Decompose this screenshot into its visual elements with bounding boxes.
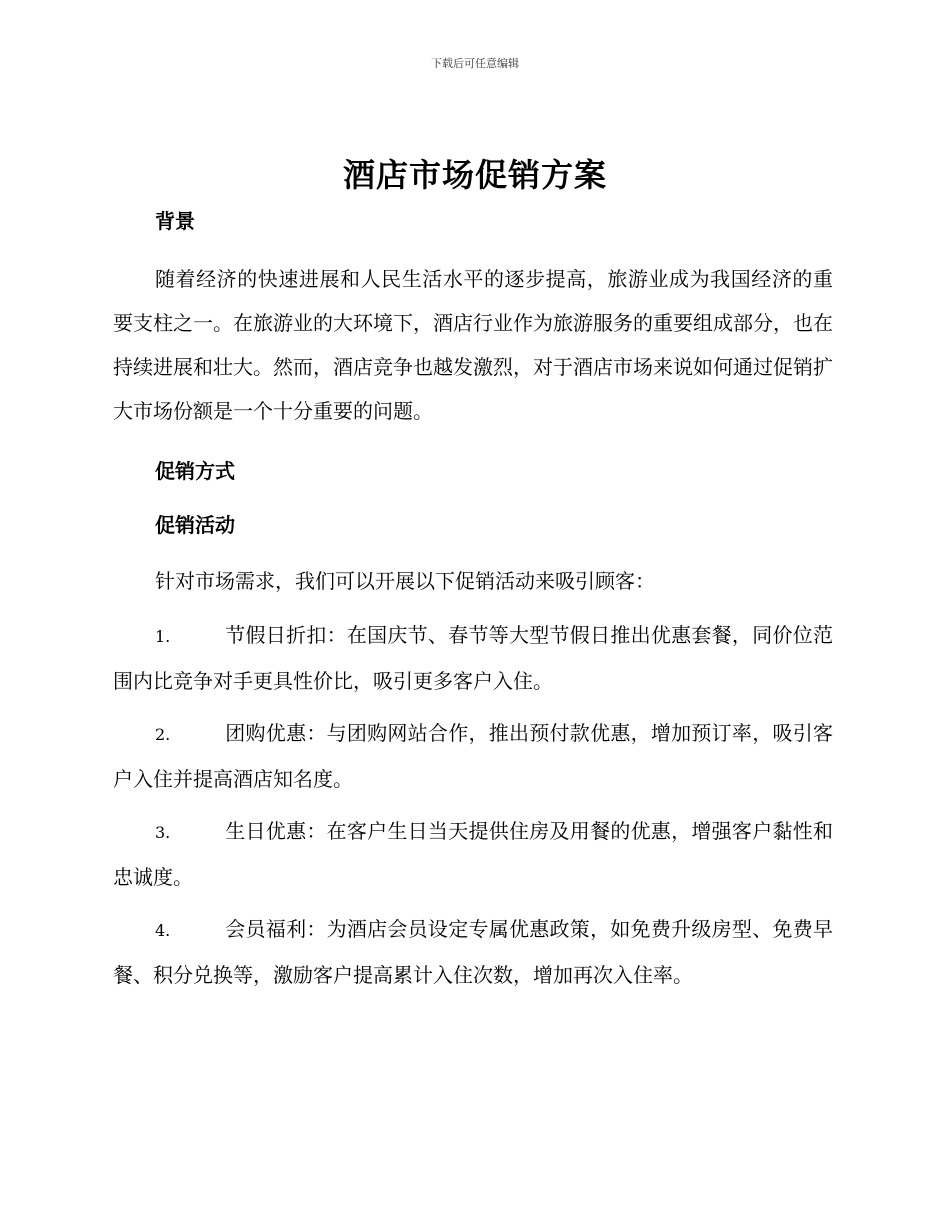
list-item — [113, 809, 833, 899]
methods-heading: 促销方式 — [155, 459, 235, 483]
list-item-number: 4. — [155, 921, 171, 940]
list-item-text: 会员福利：为酒店会员设定专属优惠政策，如免费升级房型、免费早餐、积分兑换等，激励客户提高累计入住次数，增加再次入住率。 — [113, 917, 833, 987]
list-item-number: 1. — [155, 627, 171, 646]
activities-intro: 针对市场需求，我们可以开展以下促销活动来吸引顾客： — [155, 569, 655, 593]
list-item-text: 团购优惠：与团购网站合作，推出预付款优惠，增加预订率，吸引客户入住并提高酒店知名度。 — [113, 721, 833, 791]
document-body — [113, 205, 833, 997]
list-item — [113, 711, 833, 801]
header-note: 下载后可任意编辑 — [431, 57, 519, 70]
background-heading: 背景 — [155, 209, 195, 233]
list-item — [113, 907, 833, 997]
list-item-text: 节假日折扣：在国庆节、春节等大型节假日推出优惠套餐，同价位范围内比竞争对手更具性价比，吸引更多客户入住。 — [113, 623, 833, 693]
list-item-text: 生日优惠：在客户生日当天提供住房及用餐的优惠，增强客户黏性和忠诚度。 — [113, 819, 833, 889]
list-item-number: 3. — [155, 823, 171, 842]
document-title: 酒店市场促销方案 — [342, 156, 607, 194]
list-item-number: 2. — [155, 725, 171, 744]
background-paragraph: 随着经济的快速进展和人民生活水平的逐步提高，旅游业成为我国经济的重要支柱之一。在旅游业的大环境下，酒店行业作为旅游服务的重要组成部分，也在持续进展和壮大。然而，酒店竞争也越发激烈，对于酒店市场来说如何通过促销扩大市场份额是一个十分重要的问题。 — [113, 267, 833, 423]
activities-heading: 促销活动 — [155, 513, 235, 537]
list-item — [113, 613, 833, 703]
